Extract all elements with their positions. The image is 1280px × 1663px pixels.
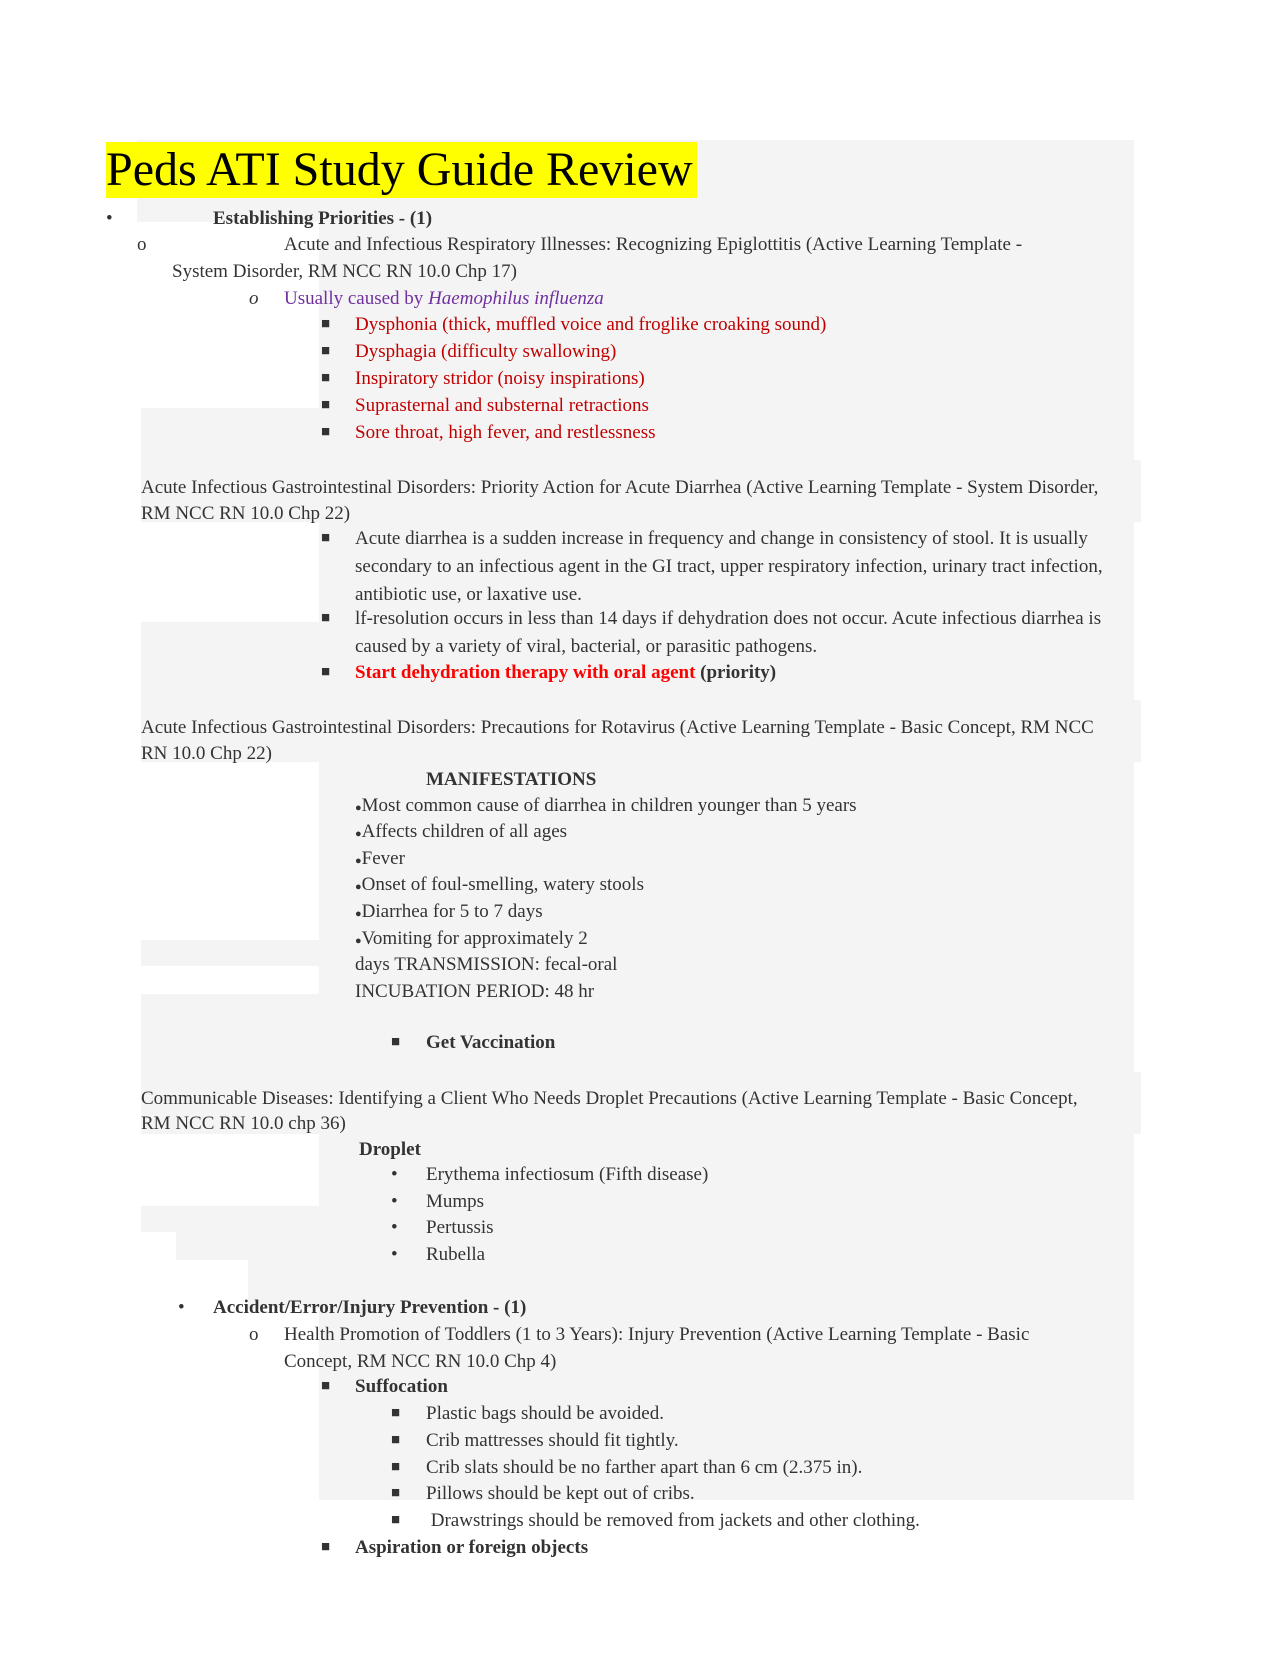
dot-marker: ● (355, 855, 362, 867)
section-heading-injury-prevention: Accident/Error/Injury Prevention - (1) (213, 1297, 527, 1318)
italic-o-marker: o (249, 288, 259, 309)
shade-left-5 (141, 940, 356, 966)
square-marker: ■ (321, 1378, 331, 1394)
shade-left-8 (141, 1206, 321, 1232)
square-marker: ■ (321, 397, 331, 413)
square-marker: ■ (321, 1539, 331, 1555)
bullet-marker: • (391, 1217, 398, 1238)
cause-prefix: Usually caused by (284, 288, 429, 309)
incubation-line: INCUBATION PERIOD: 48 hr (355, 981, 595, 1002)
circle-marker: o (249, 1324, 259, 1345)
square-marker: ■ (391, 1459, 401, 1475)
aspiration-label: Aspiration or foreign objects (355, 1537, 589, 1558)
bullet-marker: • (391, 1164, 398, 1185)
suffocation-item: Drawstrings should be removed from jackets and other clothing. (426, 1510, 920, 1531)
bullet-marker: • (391, 1191, 398, 1212)
square-marker: ■ (321, 424, 331, 440)
shade-left-1 (141, 408, 321, 460)
rotavirus-topic-line2: RN 10.0 Chp 22) (141, 743, 272, 764)
droplet-item: Pertussis (426, 1217, 494, 1238)
page-title: Peds ATI Study Guide Review (106, 142, 697, 198)
square-marker: ■ (391, 1485, 401, 1501)
circle-marker: o (137, 234, 147, 255)
manifestations-label: MANIFESTATIONS (426, 769, 597, 790)
priority-tag: (priority) (695, 662, 777, 683)
droplet-item: Mumps (426, 1191, 485, 1212)
droplet-topic-line1: Communicable Diseases: Identifying a Client Who Needs Droplet Precautions (Active Learning Template - Basic Concept, (141, 1088, 1078, 1109)
manifestation-text: Diarrhea for 5 to 7 days (361, 901, 543, 922)
square-marker: ■ (391, 1034, 401, 1050)
suffocation-item: Plastic bags should be avoided. (426, 1403, 664, 1424)
square-marker: ■ (321, 530, 331, 546)
rotavirus-action: Get Vaccination (426, 1032, 556, 1053)
suffocation-item: Pillows should be kept out of cribs. (426, 1483, 695, 1504)
bullet-marker: • (178, 1297, 185, 1318)
diarrhea-topic-line2: RM NCC RN 10.0 Chp 22) (141, 503, 351, 524)
manifestation-text: Fever (361, 848, 405, 869)
droplet-item: Rubella (426, 1244, 486, 1265)
square-marker: ■ (321, 610, 331, 626)
square-marker: ■ (391, 1512, 401, 1528)
dot-marker: ● (355, 908, 362, 920)
suffocation-item: Crib slats should be no farther apart than 6 cm (2.375 in). (426, 1457, 863, 1478)
cause-organism: Haemophilus influenza (428, 288, 604, 309)
dot-marker: ● (355, 828, 362, 840)
manifestation-item (355, 818, 567, 848)
dot-marker: ● (355, 881, 362, 893)
square-marker: ■ (321, 316, 331, 332)
manifestation-text: Affects children of all ages (361, 821, 568, 842)
transmission-line: days TRANSMISSION: fecal-oral (355, 954, 618, 975)
diarrhea-topic-line1: Acute Infectious Gastrointestinal Disorders: Priority Action for Acute Diarrhea (Active Learning Template - System Disorder, (141, 477, 1099, 498)
square-marker: ■ (391, 1405, 401, 1421)
droplet-label: Droplet (359, 1139, 421, 1160)
epiglottitis-topic-line2: System Disorder, RM NCC RN 10.0 Chp 17) (172, 261, 517, 282)
manifestation-item (355, 871, 644, 901)
list-item: Sore throat, high fever, and restlessness (355, 422, 656, 443)
dot-marker: ● (355, 802, 362, 814)
manifestation-text: Vomiting for approximately 2 (361, 928, 588, 949)
shade-left-3 (141, 622, 321, 700)
shade-left-6 (141, 994, 391, 1072)
manifestation-text: Onset of foul-smelling, watery stools (361, 874, 644, 895)
list-item: Inspiratory stridor (noisy inspirations) (355, 368, 645, 389)
list-item: Dysphagia (difficulty swallowing) (355, 341, 617, 362)
square-marker: ■ (321, 370, 331, 386)
manifestation-text: Most common cause of diarrhea in children younger than 5 years (361, 795, 857, 816)
suffocation-label: Suffocation (355, 1376, 448, 1397)
priority-action (355, 659, 776, 686)
bullet-marker: • (391, 1244, 398, 1265)
epiglottitis-topic-line1: Acute and Infectious Respiratory Illnesses: Recognizing Epiglottitis (Active Learning Template - (284, 234, 1023, 255)
dot-marker: ● (355, 935, 362, 947)
epiglottitis-cause (284, 285, 604, 312)
list-item: Suprasternal and substernal retractions (355, 395, 649, 416)
diarrhea-definition: Acute diarrhea is a sudden increase in frequency and change in consistency of stool. It is usually secondary to an infectious agent in the GI tract, upper respiratory infection, urinary tract infection, antibiotic use, or laxative use. (355, 528, 1103, 605)
square-marker: ■ (391, 1432, 401, 1448)
bullet-marker: • (106, 208, 113, 229)
square-marker: ■ (321, 664, 331, 680)
priority-action-text: Start dehydration therapy with oral agent (355, 662, 696, 683)
suffocation-item: Crib mattresses should fit tightly. (426, 1430, 679, 1451)
manifestation-item (355, 898, 543, 928)
list-item: Dysphonia (thick, muffled voice and froglike croaking sound) (355, 314, 827, 335)
droplet-item: Erythema infectiosum (Fifth disease) (426, 1164, 709, 1185)
shade-left-9 (176, 1232, 321, 1260)
section-heading-establishing-priorities: Establishing Priorities - (1) (213, 208, 433, 229)
droplet-topic-line2: RM NCC RN 10.0 chp 36) (141, 1113, 346, 1134)
diarrhea-resolution: lf-resolution occurs in less than 14 days if dehydration does not occur. Acute infectious diarrhea is caused by a variety of viral, bacterial, or parasitic pathogens. (355, 608, 1102, 657)
toddler-topic-line2: Concept, RM NCC RN 10.0 Chp 4) (284, 1351, 557, 1372)
rotavirus-topic-line1: Acute Infectious Gastrointestinal Disorders: Precautions for Rotavirus (Active Learning Template - Basic Concept, RM NCC (141, 717, 1094, 738)
toddler-topic-line1: Health Promotion of Toddlers (1 to 3 Years): Injury Prevention (Active Learning Template - Basic (284, 1324, 1030, 1345)
square-marker: ■ (321, 343, 331, 359)
